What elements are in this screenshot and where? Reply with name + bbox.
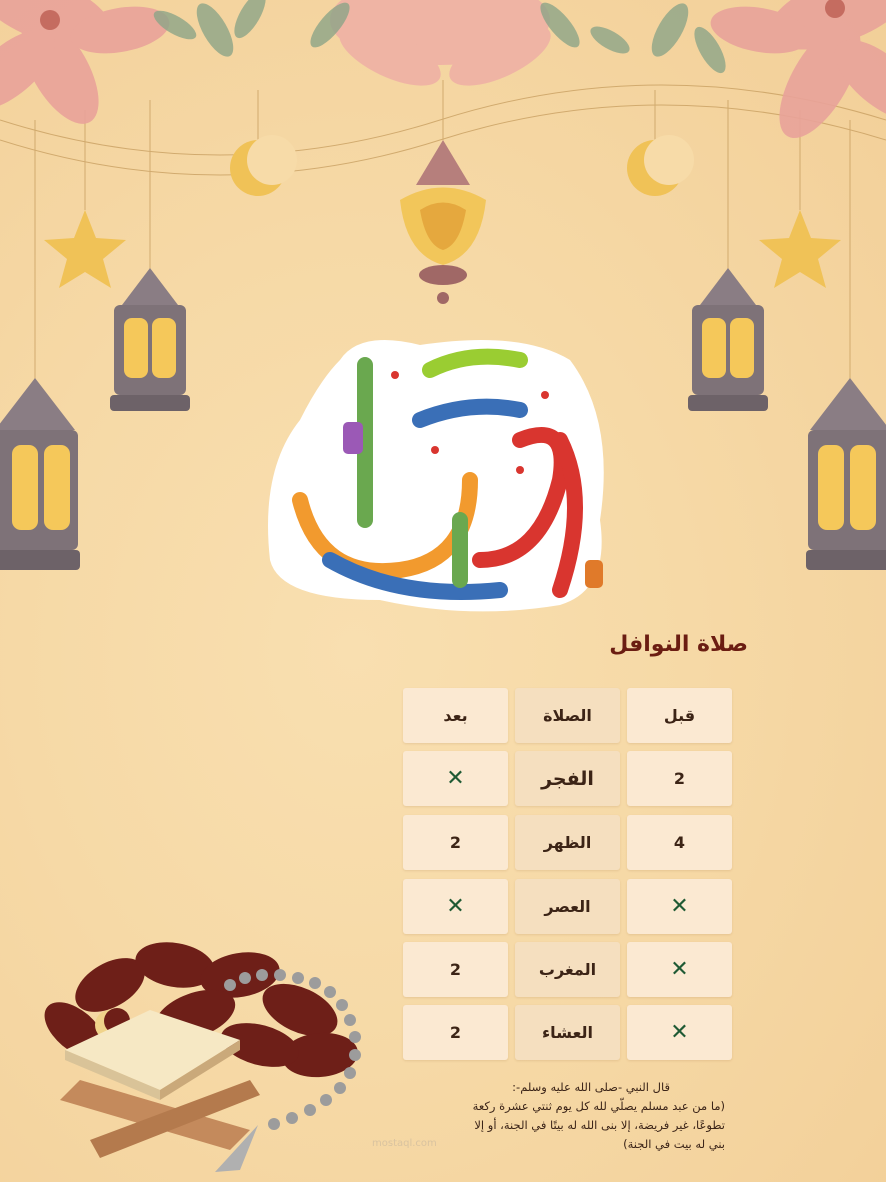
lantern-icon — [0, 378, 80, 570]
table-cell-before — [627, 942, 732, 997]
hadith-line: قال النبي -صلى الله عليه وسلم-: — [512, 1080, 670, 1094]
table-cell-after — [403, 879, 508, 934]
table-cell-prayer: العشاء — [515, 1005, 620, 1060]
hadith-line: تطوعًا، غير فريضة، إلا بنى الله له بيتًا في الجنة، أو إلا — [474, 1118, 725, 1132]
table-cell-after: 2 — [403, 1005, 508, 1060]
x-mark-icon: ✕ — [670, 894, 689, 919]
x-mark-icon: ✕ — [670, 957, 689, 982]
crescent-icon — [627, 135, 694, 196]
table-cell-prayer: المغرب — [515, 942, 620, 997]
table-cell-prayer: الفجر — [515, 751, 620, 806]
star-icon — [44, 210, 126, 288]
table-cell-before: 2 — [627, 751, 732, 806]
lantern-icon — [585, 560, 603, 588]
lantern-icon — [110, 268, 190, 411]
table-cell-after: 2 — [403, 815, 508, 870]
x-mark-icon: ✕ — [670, 1020, 689, 1045]
lantern-icon — [806, 378, 886, 570]
lantern-icon — [688, 268, 768, 411]
header-prayer: الصلاة — [515, 688, 620, 743]
table-cell-before: 4 — [627, 815, 732, 870]
table-cell-before — [627, 879, 732, 934]
hadith-line: بني له بيت في الجنة) — [623, 1137, 725, 1151]
header-before: قبل — [627, 688, 732, 743]
x-mark-icon: ✕ — [446, 894, 465, 919]
table-cell-after: 2 — [403, 942, 508, 997]
table-cell-prayer: الظهر — [515, 815, 620, 870]
x-mark-icon: ✕ — [446, 766, 465, 791]
flower-icon — [304, 0, 633, 98]
table-cell-before — [627, 1005, 732, 1060]
page-title: صلاة النوافل — [609, 632, 748, 657]
crescent-icon — [230, 135, 297, 196]
lantern-icon — [400, 140, 486, 304]
hadith-line: (ما من عبد مسلم يصلّي لله كل يوم ثنتي عشرة ركعة — [472, 1099, 725, 1113]
ramadan-kareem-logo — [268, 340, 604, 611]
header-after: بعد — [403, 688, 508, 743]
table-cell-prayer: العصر — [515, 879, 620, 934]
watermark: mostaql.com — [372, 1138, 437, 1149]
flower-icon — [0, 0, 272, 136]
table-cell-after — [403, 751, 508, 806]
star-icon — [759, 210, 841, 288]
